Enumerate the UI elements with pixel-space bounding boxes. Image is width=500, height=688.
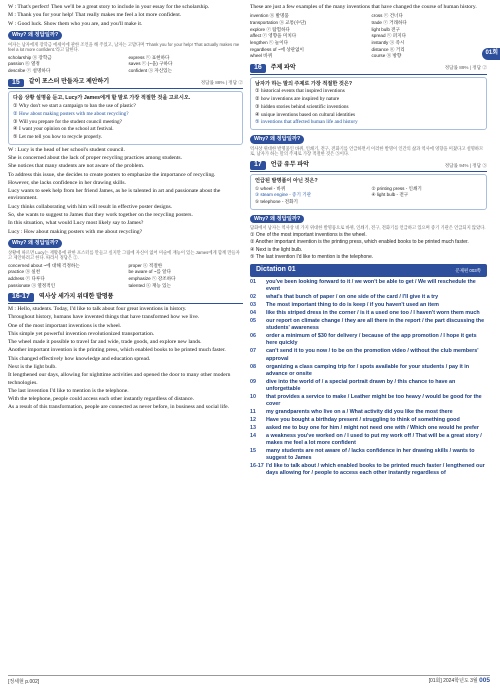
dictation-item [250,318,487,332]
item-number: 06 [250,333,256,340]
dictation-title: Dictation 01 [256,266,296,274]
why-explanation: 상황에 따르면 Lucy는 재활용에 관한 포스터를 만들고 싶지만 그림에 자신이 없어 미술에 재능이 있는 James에게 함께 만들자고 제안하려고 한다. 따라서 정답은 ②. [8,249,240,261]
question-title: 같이 포스터 만들자고 제안하기 [28,79,110,86]
dictation-item [250,379,487,393]
item-text: I'd like to talk about / which enabled books to be printed much faster / lengthened our days allowing for / people to access each other instantly regardless of [266,462,485,476]
vocab-item: passion ⓝ 열정 [8,61,40,67]
question-number: 15 [8,79,24,88]
dictation-item [250,348,487,362]
vocab-item: describe ⓥ 설명하다 [8,67,51,73]
option-item: ① wheel - 바퀴 [255,185,286,191]
vocab-item: explore ⓥ 탐험하다 [250,26,290,32]
vocab-item: proper ⓐ 적절한 [128,262,163,268]
dialogue-line: M : Thank you for your help! That really makes me feel a lot more confident. [8,12,182,19]
item-text: Have you bought a birthday present / struggling to think of something good [266,416,460,423]
section-tab: 01회 [482,48,500,60]
item-text: you've been looking forward to it / we won't be able to get / We will reschedule the event [266,279,476,293]
dictation-item [250,409,487,416]
vocab-item: concerned about ~에 대해 걱정하는 [8,262,80,268]
item-number: 13 [250,424,256,431]
script-line: The last invention I'd like to mention is the telephone. [8,387,129,394]
dictation-item [250,394,487,408]
vocab-item: spread ⓥ 퍼지다 [371,33,407,39]
vocab-list [250,13,487,60]
script-line: W : Lucy is the head of her school's student council. [8,146,125,153]
item-number: 01 [250,279,256,286]
vocab-item: passionate ⓐ 열정적인 [8,282,56,288]
dictation-item [250,417,487,424]
script-line: She notices that many students are not aware of the problem. [8,163,145,170]
why-label: Why? 왜 정답일까? [250,135,304,144]
vocab-item: lengthen ⓥ 늘이다 [250,39,289,45]
question-number: 16 [250,64,266,73]
dictation-list [250,279,487,476]
vocab-item: be aware of ~를 알다 [128,269,172,275]
question-number: 17 [250,161,266,170]
vocab-item: transportation ⓝ 교통(수단) [250,19,307,25]
script-line: One of the most important inventions is the wheel. [8,322,122,329]
option-item: ④ unique inventions based on cultural identities [255,111,356,118]
question-title: 언급 유무 파악 [270,161,309,168]
why-label: Why? 왜 정답일까? [250,215,304,224]
script-line: Next is the light bulb. [8,364,57,371]
answer-rate: 정답률 88% | 정답 ② [200,80,243,86]
option-item: ⑤ inventions that affected human life and history [255,119,358,126]
evidence-item: ④ Next is the light bulb. [250,246,303,253]
script-line: With the telephone, people could access each other instantly regardless of distance. [8,396,195,403]
question-header-15 [8,79,243,90]
option-item: ③ steam engine - 증기 기관 [255,192,312,198]
script-line: These are just a few examples of the many inventions that have changed the course of human history. [250,4,477,10]
footer-issue: [01회] 2024학년도 3월 [428,677,478,684]
vocab-item: trade ⓥ 거래하다 [371,19,407,25]
vocab-item: address ⓥ 다루다 [8,275,45,281]
item-text: a weakness you've worked on / I used to put my work off / That will be a great story / makes me feel a lot more confident [266,432,482,446]
intro-dialogue [8,4,243,28]
dictation-header [250,264,487,277]
footer-divider [8,675,490,676]
option-item: ② printing press - 인쇄기 [371,185,422,191]
dictation-item [250,333,487,347]
vocab-item: cross ⓥ 건너다 [371,13,403,19]
vocab-item: instantly ⓐ 즉시 [371,39,405,45]
script-line: This changed effectively how knowledge and education spread. [8,355,151,362]
dictation-item [250,310,487,317]
answer-rate: 정답률 94% | 정답 ⑤ [444,162,487,168]
question-header-16 [250,64,487,75]
option-item: ③ hidden stories behind scientific inventions [255,103,349,110]
why-explanation: 여자는 남자에게 장학금 에세이에 관한 조언을 해 주었고, 남자는 고맙다며 'Thank you for your help! That actually makes me feel a lot more confident.'라고 답한다. [8,41,240,53]
script-line: So, she wants to suggest to James that they work together on the recycling posters. [8,212,193,219]
evidence-item: ⑤ The last invention I'd like to mention is the telephone. [250,254,374,260]
option-item: ⑤ Let me tell you how to recycle properly. [13,134,103,141]
option-list [255,186,482,206]
item-number: 07 [250,348,256,355]
dictation-note: 문제편 003쪽 [455,268,481,274]
item-number: 11 [250,408,256,415]
dictation-item [250,364,487,378]
item-number: 15 [250,447,256,454]
footer-right [429,677,490,685]
item-text: organizing a class camping trip for / spots available for your students / pay it in advance or onsite [266,363,470,377]
script-line: The wheel made it possible to travel far and wide, trade goods, and explore new lands. [8,339,202,346]
item-number: 09 [250,378,256,385]
question-header-17 [250,161,487,172]
question-prompt: 다음 상황 설명을 듣고, Lucy가 James에게 할 말로 가장 적절한 것을 고르시오. [13,95,191,102]
vocab-list [8,55,243,75]
dictation-item [250,294,487,301]
why-explanation: 역사상 위대한 발명품인 바퀴, 인쇄기, 전구, 전화기를 언급하면서 이러한 발명이 인간의 삶과 역사에 영향을 미쳤다고 설명하므로, 남자가 하는 말의 주제로 가장 적절한 것은 ⑤이다. [250,145,484,157]
dictation-item [250,279,487,293]
script-15 [8,147,243,236]
item-text: that provides a service to make / Leather might be too heavy / would be good for the cover [266,393,482,407]
option-list [255,88,482,126]
left-column [8,4,243,412]
why-label: Why? 왜 정답일까? [8,239,62,248]
script-line: Lucy : How about making posters with me about recycling? [8,228,143,235]
item-text: like this striped dress in the corner / is it a used one too / I haven't worn them much [266,310,480,317]
item-number: 10 [250,393,256,400]
option-item: ③ Will you prepare for the student council meeting? [13,118,122,125]
script-line: Throughout history, humans have invented things that have transformed how we live. [8,314,200,321]
script-continued [250,4,487,11]
vocab-item: invention ⓝ 발명품 [250,13,289,19]
why-explanation: 담화에서 남자는 역사상 네 가지 위대한 발명품으로 바퀴, 인쇄기, 전구, 전화기를 언급하고 있으며 증기 기관은 언급되지 않았다. [250,225,486,231]
dictation-item [250,463,487,477]
evidence-list [250,232,487,261]
vocab-item: light bulb 전구 [371,26,401,32]
option-item: ② How about making posters with me about recycling? [13,110,129,117]
script-line: Lucy thinks collaborating with him will result in effective poster designs. [8,203,173,210]
answer-rate: 정답률 89% | 정답 ② [444,65,487,71]
vocab-item: saves ⓥ (~을) 구하다 [128,61,173,67]
script-line: To address this issue, she decides to create posters to emphasize the importance of recycling. [8,171,216,178]
evidence-item: ② Another important invention is the printing press, which enabled books to be printed much faster. [250,239,469,246]
dictation-item [250,433,487,447]
dictation-item [250,302,487,309]
question-prompt: 언급된 발명품이 아닌 것은? [255,177,318,184]
footer-left: [정세현 p.002] [8,678,40,685]
item-text: can't send it to you now / to be on the promotion video / without the club members' approval [266,348,479,362]
question-number: 16-17 [8,293,34,302]
vocab-item: affect ⓥ 영향을 미치다 [250,33,297,39]
page-number: 005 [479,676,490,684]
dictation-item [250,425,487,432]
vocab-item: confident ⓐ 자신있는 [128,67,173,73]
question-title: 주제 파악 [270,64,296,71]
script-line: This simple yet powerful invention revolutionized transportation. [8,330,155,337]
item-number: 05 [250,318,256,325]
item-text: many students are not aware of / lacks confidence in her drawing skills / wants to suggest to James [266,447,475,461]
script-line: Lucy wants to seek help from her friend James, as he is talented in art and passionate about the environment. [8,188,221,202]
vocab-item: emphasize ⓥ 강조하다 [128,275,176,281]
option-item: ① Why don't we start a campaign to ban the use of plastic? [13,103,136,110]
right-column [250,4,487,478]
item-number: 14 [250,432,256,439]
item-text: order a minimum of $30 for delivery / because of the app promotion / I hope it gets here quickly [266,333,477,347]
script-line: It lengthened our days, allowing for nighttime activities and opened the door to many other modern technologies. [8,372,231,386]
question-box-15 [8,91,243,144]
item-text: The most important thing to do is keep / if you haven't used an item [266,302,439,309]
vocab-item: practice ⓝ 실천 [8,269,41,275]
script-line: M : Hello, students. Today, I'd like to talk about four great inventions in history. [8,306,187,313]
option-list [13,103,238,141]
option-item: ② how inventions are inspired by nature [255,96,340,103]
dictation-item [250,448,487,462]
script-line: In this situation, what would Lucy most likely say to James? [8,220,144,227]
script-line: However, she lacks confidence in her drawing skills. [8,179,126,186]
dialogue-line: W : That's perfect! Then we'll be a great story to include in your essay for the scholarship. [8,4,210,10]
vocab-list [8,263,243,290]
vocab-item: wheel 바퀴 [250,53,273,59]
question-box-16 [250,77,487,130]
option-item: ④ light bulb - 전구 [371,192,409,198]
item-text: our report on climate change / they are all there in the report / the part discussing the students' awareness [266,318,485,332]
script-line: She is concerned about the lack of proper recycling practices among students. [8,155,182,162]
why-label: Why? 왜 정답일까? [8,31,62,40]
question-prompt: 남자가 하는 말의 주제로 가장 적절한 것은? [255,80,353,87]
item-number: 08 [250,363,256,370]
script-16-17 [8,306,243,411]
vocab-item: regardless of ~에 상관없이 [250,46,304,52]
vocab-item: course ⓝ 방향 [371,53,402,59]
vocab-item: distance ⓝ 거리 [371,46,405,52]
item-text: my grandparents who live on a / What activity did you like the most there [266,408,453,415]
option-item: ④ I want your opinion on the school art festival. [13,126,114,133]
option-item: ① historical events that inspired inventions [255,88,345,95]
item-number: 16-17 [250,462,264,469]
item-number: 12 [250,416,256,423]
item-number: 03 [250,302,256,309]
option-item: ⑤ telephone - 전화기 [255,198,298,204]
script-line: As a result of this transformation, people are connected as never before, in business and social life. [8,404,230,411]
item-text: dive into the world of / a special portrait drawn by / this chance to have an unforgettable [266,378,456,392]
vocab-item: talented ⓐ 재능 있는 [128,282,172,288]
evidence-item: ① One of the most important inventions is the wheel. [250,231,367,238]
item-number: 04 [250,310,256,317]
question-title: 역사상 세가지 위대한 발명품 [38,293,114,300]
question-header-16-17 [8,293,243,304]
vocab-item: express ⓥ 표현하다 [128,54,170,60]
item-text: what's that bunch of paper / on one side of the card / I'll give it a try [266,294,439,301]
vocab-item: scholarship ⓝ 장학금 [8,54,52,60]
item-number: 02 [250,294,256,301]
script-line: Another important invention is the printing press, which enabled books to be printed much faster. [8,347,226,354]
item-text: asked me to buy one for him / might not need one with / Which one would he prefer [266,424,479,431]
question-box-17 [250,174,487,210]
dialogue-line: W : Good luck. Show them who you are, and you'll make it. [8,20,143,27]
